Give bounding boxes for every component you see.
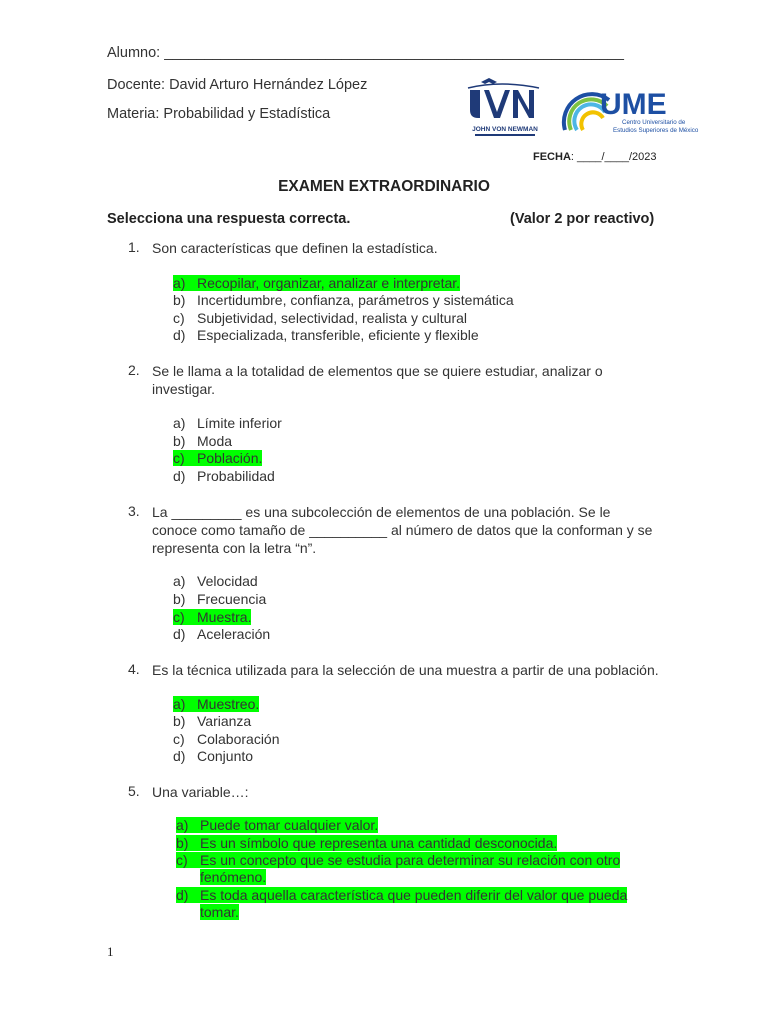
option-text: Población. xyxy=(197,450,263,466)
jvn-logo xyxy=(468,78,539,136)
answer-option xyxy=(173,275,460,293)
answer-option xyxy=(173,748,253,766)
exam-title: EXAMEN EXTRAORDINARIO xyxy=(278,178,490,195)
option-text: fenómeno. xyxy=(200,869,267,885)
question-text: Es la técnica utilizada para la selección de una muestra a partir de una población. xyxy=(152,662,659,678)
option-letter: a) xyxy=(173,573,186,589)
option-text: tomar. xyxy=(200,904,239,920)
option-text: Varianza xyxy=(197,713,252,729)
option-text: Es toda aquella característica que pueden diferir del valor que pueda xyxy=(200,887,628,903)
option-text: Muestreo. xyxy=(197,696,260,712)
ume-caption-2: Estudios Superiores de México xyxy=(613,127,699,134)
question-text: Son características que definen la estadística. xyxy=(152,240,438,256)
option-letter: b) xyxy=(173,292,186,308)
alumno-field: Alumno: _________________________________________________________ xyxy=(107,45,624,61)
option-letter: d) xyxy=(173,626,186,642)
answer-option xyxy=(176,887,627,905)
question-text: La _________ es una subcolección de elementos de una población. Se le conoce como tamaño de __________ al número de datos que la conforman y se representa con la letra “n”. xyxy=(152,504,653,556)
option-text: Colaboración xyxy=(197,731,280,747)
answer-option-continuation xyxy=(200,904,239,922)
option-letter: c) xyxy=(173,731,185,747)
question-text: Una variable…: xyxy=(152,784,249,800)
option-text: Aceleración xyxy=(197,626,271,642)
option-text: Muestra. xyxy=(197,609,252,625)
question-number: 1. xyxy=(128,239,140,255)
answer-option xyxy=(173,609,251,627)
option-text: Frecuencia xyxy=(197,591,267,607)
option-text: Es un símbolo que representa una cantidad desconocida. xyxy=(200,835,558,851)
question-number: 3. xyxy=(128,503,140,519)
option-letter: a) xyxy=(173,696,186,712)
fecha-label: FECHA xyxy=(533,151,571,163)
option-letter: c) xyxy=(173,310,185,326)
option-letter: c) xyxy=(173,609,185,625)
docente-line: Docente: David Arturo Hernández López xyxy=(107,77,368,93)
answer-option xyxy=(173,433,232,451)
materia-line: Materia: Probabilidad y Estadística xyxy=(107,106,331,122)
option-letter: b) xyxy=(173,713,186,729)
answer-option xyxy=(173,310,467,328)
question-text: Se le llama a la totalidad de elementos que se quiere estudiar, analizar o investigar. xyxy=(152,363,603,397)
option-text: Moda xyxy=(197,433,233,449)
answer-option xyxy=(176,817,378,835)
question-number: 4. xyxy=(128,661,140,677)
option-letter: b) xyxy=(176,835,189,851)
answer-option xyxy=(173,626,270,644)
option-letter: d) xyxy=(176,887,189,903)
answer-option xyxy=(176,835,557,853)
ume-caption-1: Centro Universitario de xyxy=(622,119,686,126)
option-letter: d) xyxy=(173,327,186,343)
answer-option xyxy=(173,573,258,591)
answer-option xyxy=(173,292,514,310)
option-text: Probabilidad xyxy=(197,468,275,484)
answer-option xyxy=(173,591,266,609)
option-text: Conjunto xyxy=(197,748,254,764)
answer-option xyxy=(173,415,282,433)
answer-option-continuation xyxy=(200,869,266,887)
points-value: (Valor 2 por reactivo) xyxy=(510,211,655,227)
answer-option xyxy=(173,450,262,468)
ume-logo xyxy=(564,88,699,134)
ume-name: UME xyxy=(600,88,667,121)
answer-option xyxy=(173,713,251,731)
option-letter: a) xyxy=(176,817,189,833)
answer-option xyxy=(176,852,620,870)
instructions: Selecciona una respuesta correcta. xyxy=(107,211,351,227)
jvn-caption: JOHN VON NEWMAN xyxy=(472,126,538,133)
question-number: 2. xyxy=(128,362,140,378)
option-letter: a) xyxy=(173,415,186,431)
option-text: Recopilar, organizar, analizar e interpretar. xyxy=(197,275,461,291)
answer-option xyxy=(173,731,280,749)
option-letter: b) xyxy=(173,433,186,449)
option-text: Puede tomar cualquier valor. xyxy=(200,817,379,833)
option-text: Límite inferior xyxy=(197,415,282,431)
option-letter: a) xyxy=(173,275,186,291)
option-letter: b) xyxy=(173,591,186,607)
option-text: Velocidad xyxy=(197,573,258,589)
option-text: Especializada, transferible, eficiente y flexible xyxy=(197,327,479,343)
answer-option xyxy=(173,327,479,345)
option-text: Incertidumbre, confianza, parámetros y sistemática xyxy=(197,292,514,308)
option-text: Subjetividad, selectividad, realista y cultural xyxy=(197,310,468,326)
option-letter: d) xyxy=(173,468,186,484)
page-number: 1 xyxy=(107,944,114,959)
option-text: Es un concepto que se estudia para determinar su relación con otro xyxy=(200,852,621,868)
answer-option xyxy=(173,468,275,486)
option-letter: c) xyxy=(173,450,185,466)
fecha-line xyxy=(533,151,657,163)
answer-option xyxy=(173,696,259,714)
option-letter: d) xyxy=(173,748,186,764)
fecha-value: : ____/____/2023 xyxy=(570,151,657,163)
institution-logos xyxy=(467,76,699,142)
question-number: 5. xyxy=(128,783,140,799)
option-letter: c) xyxy=(176,852,188,868)
